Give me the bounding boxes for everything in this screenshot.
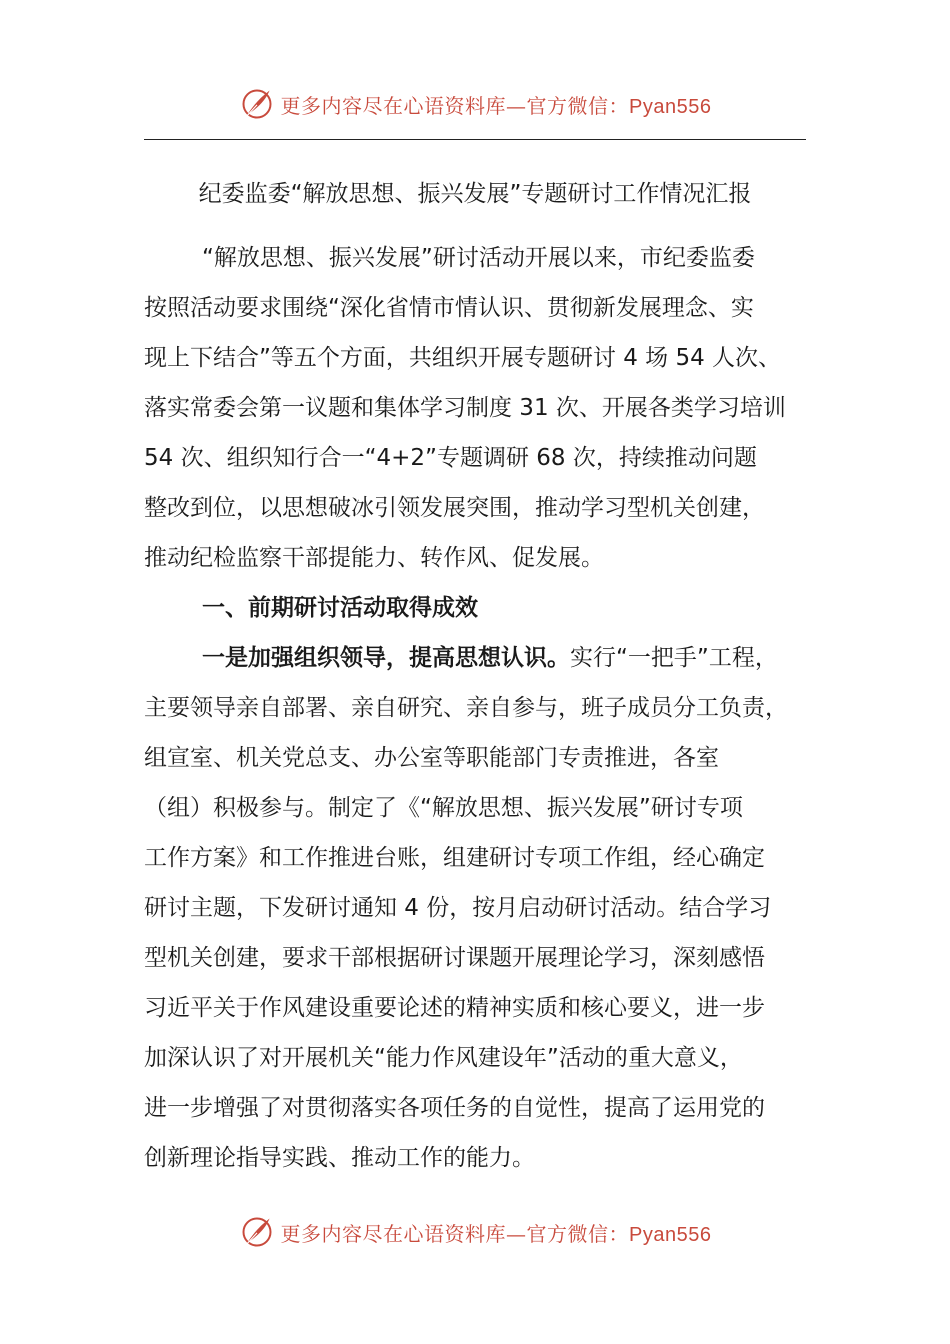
paragraph-line: （组）积极参与。制定了《“解放思想、振兴发展”研讨专项 (144, 795, 743, 821)
watermark-dash: — (506, 93, 527, 118)
document-title: 纪委监委“解放思想、振兴发展”专题研讨工作情况汇报 (198, 181, 752, 207)
feather-pen-logo-icon (239, 1214, 275, 1250)
feather-pen-logo-icon (239, 86, 275, 122)
watermark-main: 更多内容尽在心语资料库 (280, 1221, 507, 1246)
paragraph-intro (144, 233, 806, 583)
watermark-text (281, 90, 712, 119)
paragraph-line: “解放思想、振兴发展”研讨活动开展以来，市纪委监委 (202, 245, 755, 271)
footer-watermark (0, 1212, 950, 1252)
watermark-wechat-id: Pyan556 (629, 95, 712, 118)
watermark-official: 官方微信： (526, 1221, 630, 1246)
paragraph-bold-lead: 一是加强组织领导，提高思想认识。 (202, 645, 570, 671)
paragraph-line: 54 次、组织知行合一“4+2”专题调研 68 次，持续推动问题 (144, 445, 757, 471)
paragraph-line-rest: 实行“一把手”工程， (570, 645, 778, 671)
section-heading: 一、前期研讨活动取得成效 (202, 595, 478, 621)
watermark-official: 官方微信： (526, 93, 630, 118)
paragraph-line: 习近平关于作风建设重要论述的精神实质和核心要义，进一步 (144, 995, 765, 1021)
paragraph-line: 推动纪检监察干部提能力、转作风、促发展。 (144, 545, 604, 571)
paragraph-line: 落实常委会第一议题和集体学习制度 31 次、开展各类学习培训 (144, 395, 786, 421)
paragraph-line: 进一步增强了对贯彻落实各项任务的自觉性，提高了运用党的 (144, 1095, 765, 1121)
paragraph-line: 工作方案》和工作推进台账，组建研讨专项工作组，经心确定 (144, 845, 765, 871)
paragraph-first-line (144, 633, 806, 683)
paragraph-line: 按照活动要求围绕“深化省情市情认识、贯彻新发展理念、实 (144, 295, 754, 321)
paragraph-line: 主要领导亲自部署、亲自研究、亲自参与，班子成员分工负责， (144, 695, 788, 721)
paragraph-line: 创新理论指导实践、推动工作的能力。 (144, 1145, 535, 1171)
paragraph-line: 加深认识了对开展机关“能力作风建设年”活动的重大意义， (144, 1045, 743, 1071)
paragraph-line: 研讨主题，下发研讨通知 4 份，按月启动研讨活动。结合学习 (144, 895, 772, 921)
paragraph-line: 型机关创建，要求干部根据研讨课题开展理论学习，深刻感悟 (144, 945, 765, 971)
watermark-main: 更多内容尽在心语资料库 (280, 93, 507, 118)
paragraph-line: 整改到位，以思想破冰引领发展突围，推动学习型机关创建， (144, 495, 765, 521)
watermark-wechat-id: Pyan556 (629, 1223, 712, 1246)
paragraph-organization (144, 633, 806, 1183)
watermark-text (281, 1218, 712, 1247)
header-divider (144, 139, 806, 140)
watermark-dash: — (506, 1221, 527, 1246)
header-watermark (0, 84, 950, 124)
paragraph-line: 组宣室、机关党总支、办公室等职能部门专责推进，各室 (144, 745, 719, 771)
paragraph-line: 现上下结合”等五个方面，共组织开展专题研讨 4 场 54 人次、 (144, 345, 782, 371)
